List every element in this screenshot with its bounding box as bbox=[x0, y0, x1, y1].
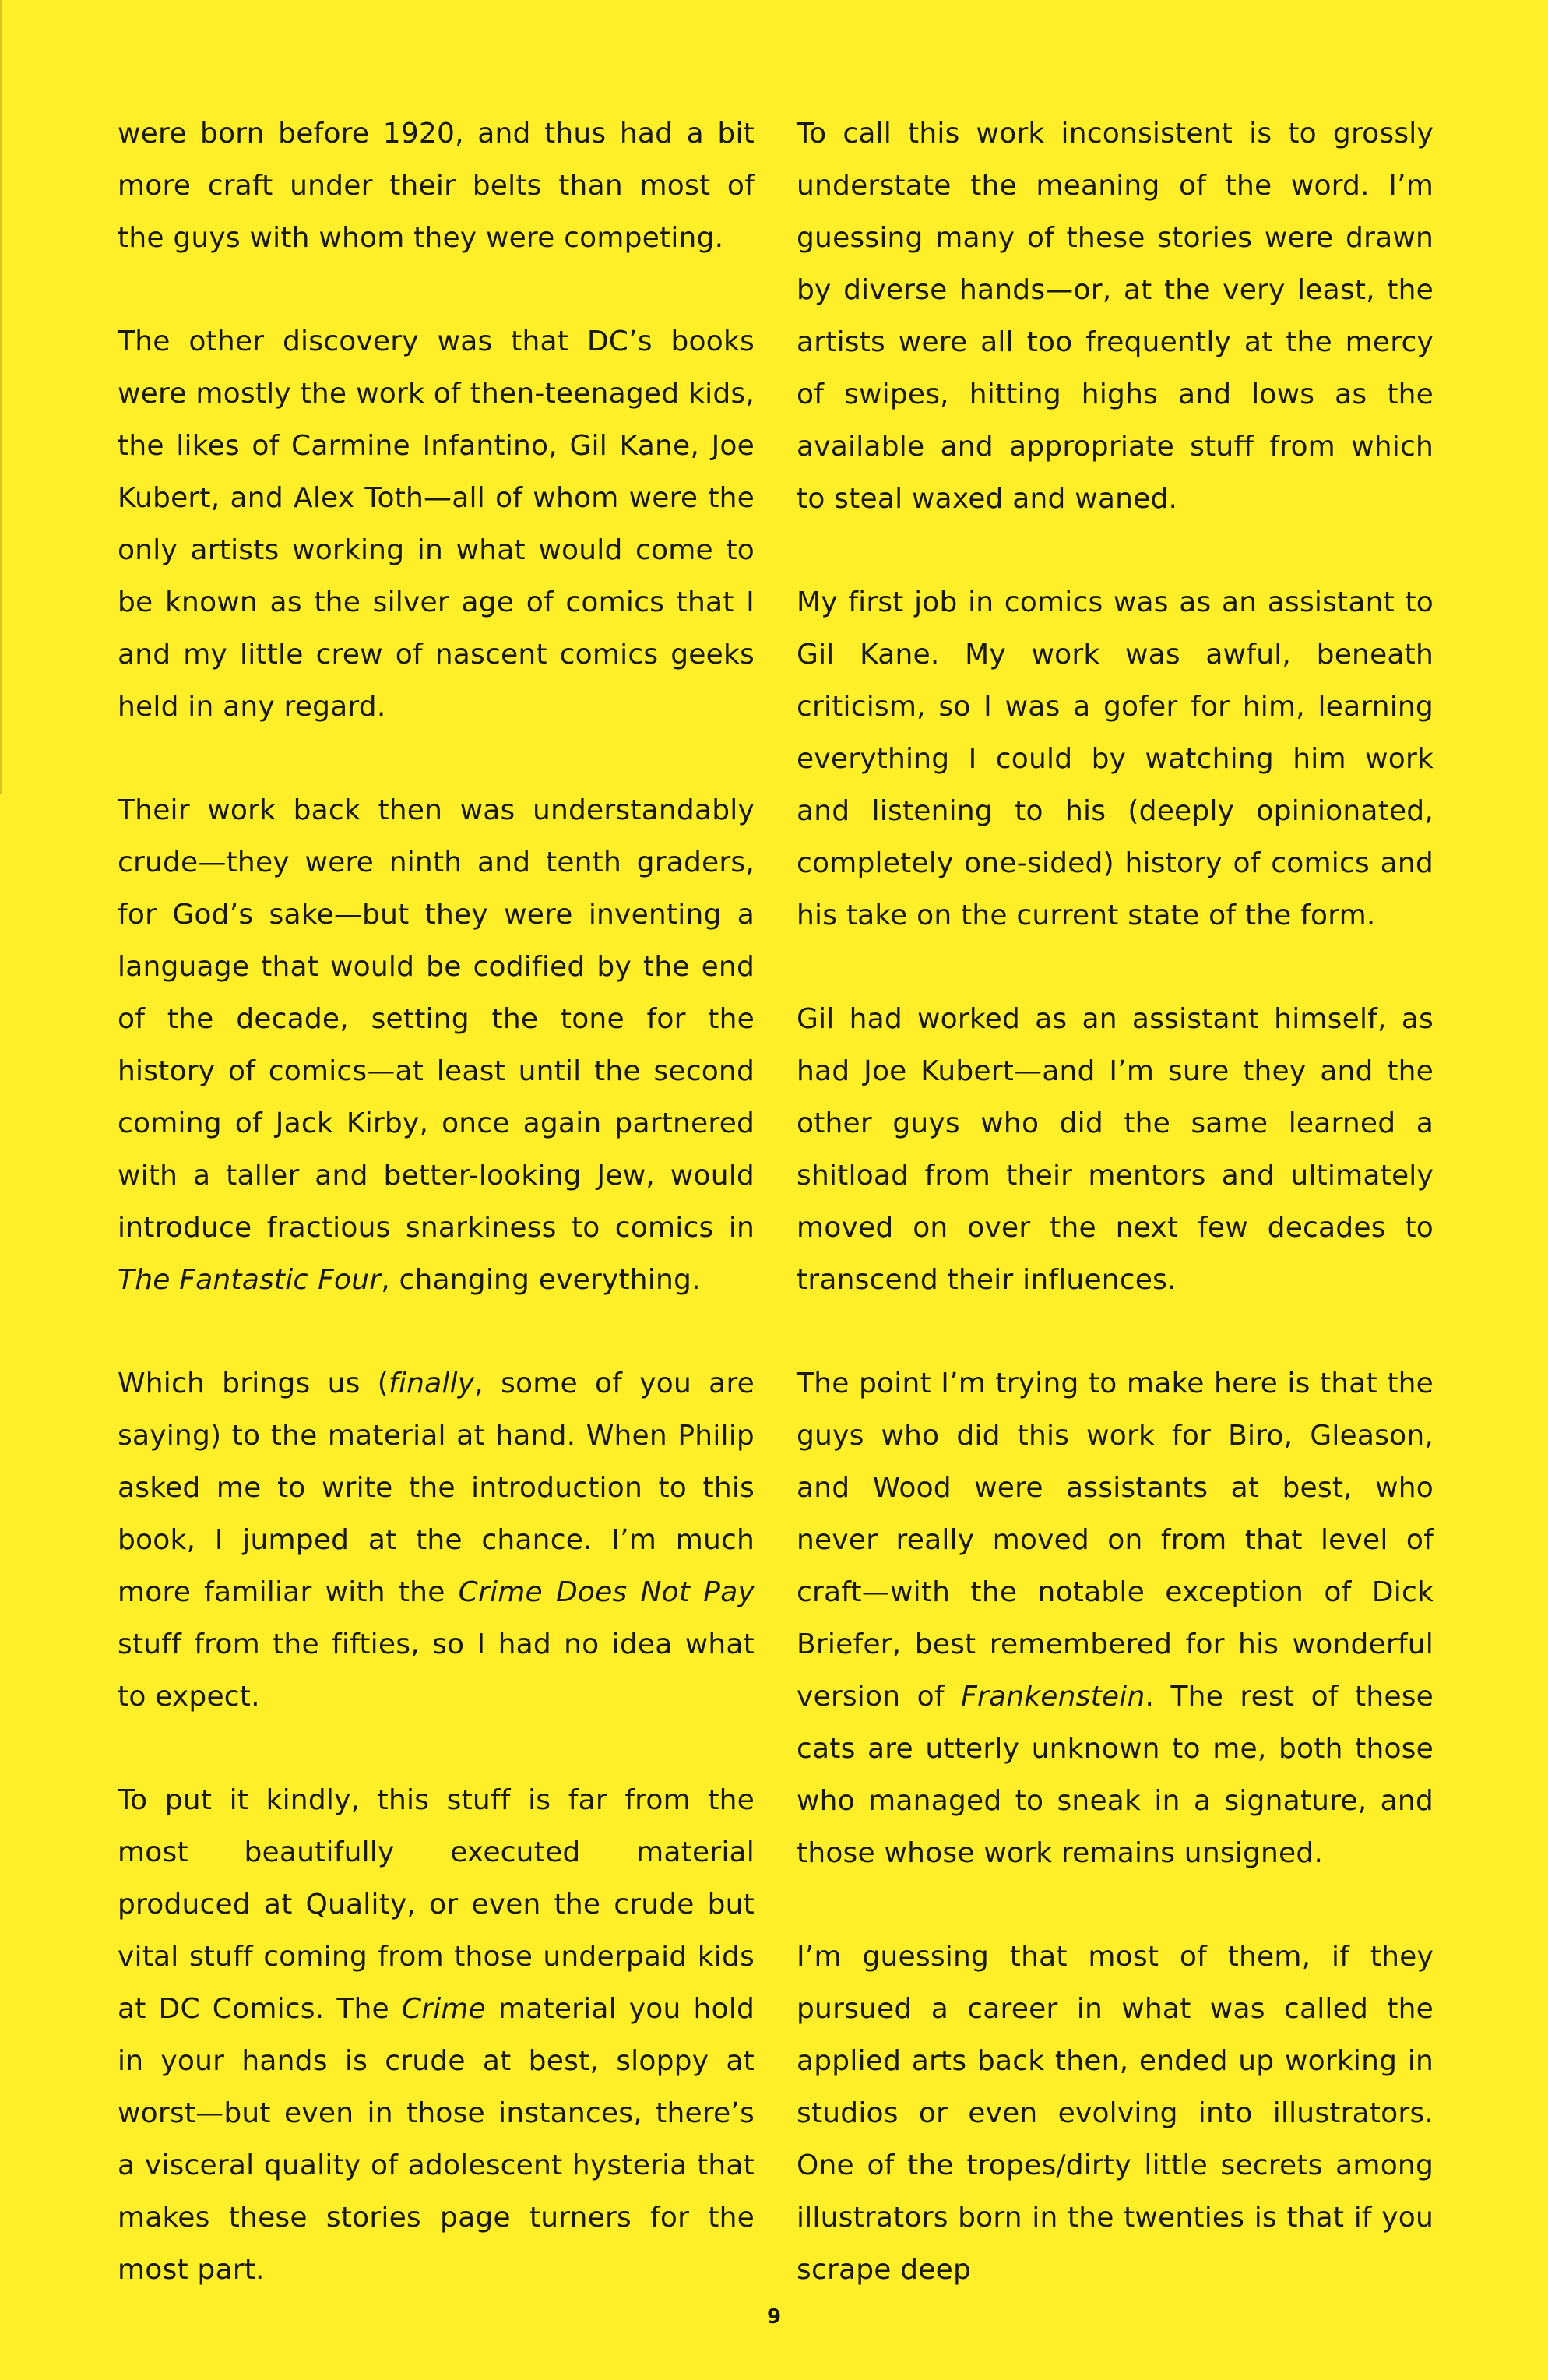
page-edge-divider bbox=[0, 0, 2, 794]
text-run: were born before 1920, and thus had a bit more craft under their belts than most of the guys with whom they were competing. bbox=[118, 118, 755, 254]
text-run: . The rest of these cats are utterly unknown to me, both those who managed to sneak in a signature, and those whose work remains unsigned. bbox=[797, 1681, 1434, 1869]
text-run: material you hold in your hands is crude at best, sloppy at worst—but even in those instances, there’s a visceral quality of adolescent hysteria that makes these stories page turners for the most part. bbox=[118, 1993, 755, 2286]
paragraph bbox=[797, 1931, 1434, 2296]
book-title: Crime bbox=[401, 1993, 487, 2025]
paragraph bbox=[118, 784, 755, 1306]
left-column bbox=[118, 107, 755, 2296]
paragraph bbox=[118, 1357, 755, 1723]
page-number: 9 bbox=[766, 2305, 782, 2329]
text-run: Gil had worked as an assistant himself, as had Joe Kubert—and I’m sure they and the other guys who did the same learned a shitload from their mentors and ultimately moved on over the next few decades to transcend their influences. bbox=[797, 1003, 1434, 1296]
text-run: The other discovery was that DC’s books were mostly the work of then-teenaged kids, the likes of Carmine Infantino, Gil Kane, Joe Kubert, and Alex Toth—all of whom were the only artists working in what would come to be known as the silver age of comics that I and my little crew of nascent comics geeks held in any regard. bbox=[118, 326, 755, 723]
text-run: I’m guessing that most of them, if they pursued a career in what was called the applied arts back then, ended up working in studios or even evolving into illustrators. One of the tropes/dirty little secrets among illustrators born in the twenties is that if you scrape deep bbox=[797, 1941, 1434, 2286]
text-run: My first job in comics was as an assistant to Gil Kane. My work was awful, beneath criticism, so I was a gofer for him, learning everything I could by watching him work and listening to his (deeply opinionated, completely one-sided) history of comics and his take on the current state of the form. bbox=[797, 586, 1434, 931]
book-title: The Fantastic Four bbox=[118, 1264, 382, 1296]
right-column bbox=[797, 107, 1434, 2296]
book-title: Frankenstein bbox=[961, 1681, 1145, 1713]
paragraph bbox=[118, 1774, 755, 2296]
text-run: stuff from the fifties, so I had no idea what to expect. bbox=[118, 1628, 755, 1713]
text-run: To call this work inconsistent is to grossly understate the meaning of the word. I’m guessing many of these stories were drawn by diverse hands—or, at the very least, the artists were all too frequently at the mercy of swipes, hitting highs and lows as the available and appropriate stuff from which to steal waxed and waned. bbox=[797, 118, 1434, 515]
book-title: Crime Does Not Pay bbox=[458, 1576, 755, 1608]
text-run: The point I’m trying to make here is that the guys who did this work for Biro, Gleason, and Wood were assistants at best, who never really moved on from that level of craft—with the notable exception of Dick Briefer, best remembered for his wonderful version of bbox=[797, 1368, 1434, 1713]
paragraph bbox=[118, 107, 755, 264]
paragraph bbox=[118, 315, 755, 733]
text-run: , some of you are saying) to the material at hand. When Philip asked me to write the introduction to this book, I jumped at the chance. I’m much more familiar with the bbox=[118, 1368, 755, 1608]
paragraph bbox=[797, 576, 1434, 942]
text-run: , changing everything. bbox=[381, 1264, 701, 1296]
text-run: To put it kindly, this stuff is far from the most beautifully executed material produced at Quality, or even the crude but vital stuff coming from those underpaid kids at DC Comics. The bbox=[118, 1784, 755, 2025]
text-run: Which brings us ( bbox=[118, 1368, 389, 1399]
text-run: Their work back then was understandably crude—they were ninth and tenth graders, for God’s sake—but they were inventing a language that would be codified by the end of the decade, setting the tone for the history of comics—at least until the second coming of Jack Kirby, once again partnered with a taller and better-looking Jew, would introduce fractious snarkiness to comics in bbox=[118, 794, 755, 1244]
paragraph bbox=[797, 1357, 1434, 1879]
paragraph bbox=[797, 993, 1434, 1306]
emphasis: finally bbox=[389, 1368, 475, 1399]
paragraph bbox=[797, 107, 1434, 525]
